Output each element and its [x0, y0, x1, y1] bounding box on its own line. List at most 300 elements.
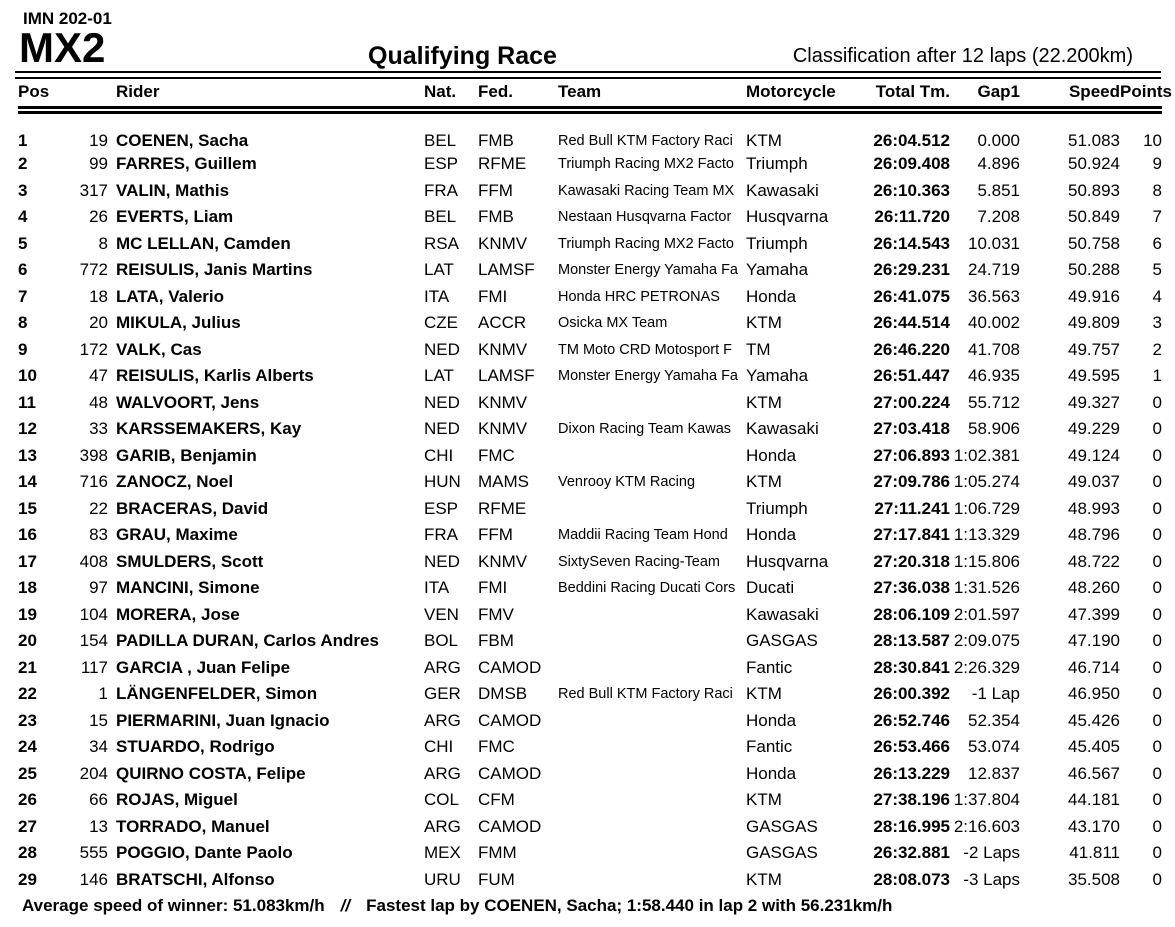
points-cell: 0: [1152, 763, 1162, 783]
gap-cell: 41.708: [968, 339, 1020, 359]
nationality-cell: ESP: [424, 154, 459, 174]
event-code: IMN 202-01: [23, 9, 112, 28]
team-cell: [558, 708, 746, 735]
points-cell: 5: [1152, 260, 1162, 280]
col-header-nat: Nat.: [424, 78, 478, 110]
team-cell: Nestaan Husqvarna Factor: [558, 209, 732, 226]
pos-cell: 24: [18, 737, 37, 757]
classification-table: [18, 78, 1172, 893]
federation-cell: KNMV: [478, 392, 528, 412]
pos-cell: 15: [18, 498, 37, 518]
gap-cell: 1:15.806: [953, 551, 1020, 571]
rider-name-cell: QUIRNO COSTA, Felipe: [116, 763, 306, 783]
total-time-cell: 26:09.408: [873, 154, 950, 174]
rider-name-cell: MC LELLAN, Camden: [116, 233, 291, 253]
federation-cell: FMM: [478, 843, 517, 863]
speed-cell: 48.796: [1068, 525, 1120, 545]
speed-cell: 49.037: [1068, 472, 1120, 492]
nationality-cell: GER: [424, 684, 461, 704]
nationality-cell: ARG: [424, 657, 461, 677]
gap-cell: 1:02.381: [953, 445, 1020, 465]
nationality-cell: ARG: [424, 816, 461, 836]
col-header-points: Points: [1120, 78, 1162, 110]
speed-cell: 49.595: [1068, 366, 1120, 386]
col-header-rider: Rider: [58, 78, 424, 110]
team-cell: SixtySeven Racing-Team: [558, 553, 720, 570]
federation-cell: KNMV: [478, 551, 528, 571]
points-cell: 4: [1152, 286, 1162, 306]
federation-cell: FFM: [478, 525, 513, 545]
total-time-cell: 27:11.241: [874, 498, 950, 518]
pos-cell: 1: [18, 131, 28, 150]
motorcycle-cell: Honda: [746, 763, 797, 783]
pos-cell: 4: [18, 207, 28, 227]
nationality-cell: NED: [424, 419, 460, 439]
team-cell: Beddini Racing Ducati Cors: [558, 580, 736, 597]
nationality-cell: NED: [424, 339, 460, 359]
table-row: [18, 151, 1162, 178]
nationality-cell: RSA: [424, 233, 459, 253]
rider-name-cell: REISULIS, Karlis Alberts: [116, 366, 314, 386]
nationality-cell: CZE: [424, 313, 458, 333]
col-header-team: Team: [558, 78, 746, 110]
speed-cell: 48.722: [1068, 551, 1120, 571]
federation-cell: FMC: [478, 445, 515, 465]
points-cell: 0: [1152, 869, 1162, 889]
team-cell: Kawasaki Racing Team MX: [558, 182, 735, 199]
federation-cell: ACCR: [478, 313, 527, 333]
table-row: [18, 204, 1162, 231]
rider-name-cell: ZANOCZ, Noel: [116, 472, 234, 492]
speed-cell: 47.399: [1068, 604, 1120, 624]
rider-number-cell: 117: [80, 657, 108, 677]
team-cell: Osicka MX Team: [558, 315, 668, 332]
table-body: [18, 110, 1162, 893]
rider-number-cell: 48: [89, 392, 108, 412]
table-row: [18, 390, 1162, 417]
total-time-cell: 27:03.418: [873, 419, 950, 439]
federation-cell: CAMOD: [478, 763, 542, 783]
motorcycle-cell: Fantic: [746, 657, 793, 677]
team-cell: [558, 628, 746, 655]
rider-name-cell: PIERMARINI, Juan Ignacio: [116, 710, 330, 730]
total-time-cell: 27:36.038: [873, 578, 950, 598]
rider-number-cell: 26: [89, 207, 108, 227]
rider-name-cell: ROJAS, Miguel: [116, 790, 238, 810]
points-cell: 0: [1152, 604, 1162, 624]
gap-cell: 12.837: [968, 763, 1020, 783]
federation-cell: RFME: [478, 154, 527, 174]
motorcycle-cell: Honda: [746, 445, 797, 465]
rider-number-cell: 146: [79, 869, 108, 889]
total-time-cell: 26:41.075: [873, 286, 950, 306]
table-row: [18, 549, 1162, 576]
gap-cell: 36.563: [968, 286, 1020, 306]
table-row: [18, 284, 1162, 311]
motorcycle-cell: Triumph: [746, 154, 808, 174]
speed-cell: 49.809: [1068, 313, 1120, 333]
points-cell: 0: [1152, 657, 1162, 677]
federation-cell: CAMOD: [478, 816, 542, 836]
motorcycle-cell: Ducati: [746, 578, 795, 598]
pos-cell: 10: [18, 366, 37, 386]
points-cell: 0: [1152, 472, 1162, 492]
federation-cell: LAMSF: [478, 260, 535, 280]
gap-cell: 1:05.274: [953, 472, 1020, 492]
nationality-cell: NED: [424, 392, 460, 412]
rider-name-cell: LATA, Valerio: [116, 286, 225, 306]
gap-cell: 1:06.729: [953, 498, 1020, 518]
federation-cell: KNMV: [478, 419, 528, 439]
average-speed-text: Average speed of winner: 51.083km/h: [22, 896, 325, 915]
table-row: [18, 469, 1162, 496]
motorcycle-cell: Kawasaki: [746, 180, 819, 200]
rider-name-cell: BRACERAS, David: [116, 498, 269, 518]
pos-cell: 23: [18, 710, 37, 730]
speed-cell: 50.893: [1068, 180, 1120, 200]
speed-cell: 46.567: [1068, 763, 1120, 783]
team-cell: Monster Energy Yamaha Fa: [558, 368, 738, 385]
team-cell: [558, 655, 746, 682]
team-cell: [558, 443, 746, 470]
points-cell: 1: [1152, 366, 1162, 386]
nationality-cell: ESP: [424, 498, 459, 518]
total-time-cell: 26:46.220: [873, 339, 950, 359]
nationality-cell: VEN: [424, 604, 459, 624]
table-row: [18, 310, 1162, 337]
gap-cell: 1:13.329: [953, 525, 1020, 545]
table-row: [18, 814, 1162, 841]
table-row: [18, 443, 1162, 470]
motorcycle-cell: Honda: [746, 710, 797, 730]
team-cell: Red Bull KTM Factory Raci: [558, 133, 733, 149]
total-time-cell: 26:32.881: [873, 843, 950, 863]
table-header-row: [18, 78, 1172, 110]
speed-cell: 50.849: [1068, 207, 1120, 227]
team-cell: [558, 761, 746, 788]
table-row: [18, 602, 1162, 629]
total-time-cell: 27:00.224: [873, 392, 950, 412]
gap-cell: 40.002: [968, 313, 1020, 333]
total-time-cell: 26:52.746: [873, 710, 950, 730]
points-cell: 0: [1152, 684, 1162, 704]
total-time-cell: 28:30.841: [873, 657, 950, 677]
rider-name-cell: COENEN, Sacha: [116, 131, 249, 150]
motorcycle-cell: KTM: [746, 313, 782, 333]
col-header-pos: Pos: [18, 78, 58, 110]
motorcycle-cell: Yamaha: [746, 260, 809, 280]
total-time-cell: 27:09.786: [873, 472, 950, 492]
speed-cell: 50.924: [1068, 154, 1120, 174]
speed-cell: 50.288: [1068, 260, 1120, 280]
points-cell: 0: [1152, 551, 1162, 571]
rider-number-cell: 154: [79, 631, 108, 651]
rider-number-cell: 33: [89, 419, 108, 439]
rider-name-cell: MIKULA, Julius: [116, 313, 241, 333]
table-row: [18, 337, 1162, 364]
motorcycle-cell: TM: [746, 339, 771, 359]
points-cell: 6: [1152, 233, 1162, 253]
total-time-cell: 26:14.543: [873, 233, 950, 253]
gap-cell: 24.719: [968, 260, 1020, 280]
speed-cell: 49.229: [1068, 419, 1120, 439]
gap-cell: 2:01.597: [953, 604, 1020, 624]
table-row: [18, 257, 1162, 284]
motorcycle-cell: Honda: [746, 286, 797, 306]
pos-cell: 6: [18, 260, 28, 280]
rider-name-cell: GARCIA , Juan Felipe: [116, 657, 291, 677]
nationality-cell: ARG: [424, 763, 461, 783]
table-row: [18, 867, 1162, 894]
total-time-cell: 26:51.447: [873, 366, 950, 386]
table-row: [18, 110, 1162, 151]
pos-cell: 9: [18, 339, 28, 359]
rider-number-cell: 772: [79, 260, 108, 280]
rider-name-cell: MANCINI, Simone: [116, 578, 260, 598]
points-cell: 9: [1152, 154, 1162, 174]
gap-cell: 46.935: [968, 366, 1020, 386]
team-cell: Red Bull KTM Factory Raci: [558, 686, 733, 703]
federation-cell: FMV: [478, 604, 514, 624]
team-cell: [558, 496, 746, 523]
total-time-cell: 28:16.995: [873, 816, 950, 836]
motorcycle-cell: KTM: [746, 131, 782, 150]
rider-number-cell: 15: [89, 710, 108, 730]
pos-cell: 19: [18, 604, 37, 624]
total-time-cell: 26:53.466: [873, 737, 950, 757]
team-cell: TM Moto CRD Motosport F: [558, 341, 733, 358]
table-row: [18, 231, 1162, 258]
gap-cell: -3 Laps: [963, 869, 1020, 889]
nationality-cell: COL: [424, 790, 459, 810]
table-row: [18, 496, 1162, 523]
class-title: MX2: [19, 24, 106, 71]
rider-name-cell: SMULDERS, Scott: [116, 551, 264, 571]
rider-name-cell: TORRADO, Manuel: [116, 816, 270, 836]
total-time-cell: 26:44.514: [873, 313, 950, 333]
table-row: [18, 655, 1162, 682]
nationality-cell: MEX: [424, 843, 461, 863]
gap-cell: 55.712: [968, 392, 1020, 412]
footer-summary: [22, 896, 892, 916]
motorcycle-cell: GASGAS: [746, 816, 818, 836]
rider-name-cell: PADILLA DURAN, Carlos Andres: [116, 631, 379, 651]
pos-cell: 29: [18, 869, 37, 889]
total-time-cell: 27:38.196: [873, 790, 950, 810]
team-cell: Triumph Racing MX2 Facto: [558, 156, 734, 173]
rider-number-cell: 317: [79, 180, 108, 200]
pos-cell: 11: [18, 392, 36, 412]
nationality-cell: NED: [424, 551, 460, 571]
rider-number-cell: 1: [98, 684, 108, 704]
motorcycle-cell: Honda: [746, 525, 797, 545]
gap-cell: 7.208: [977, 207, 1020, 227]
federation-cell: CAMOD: [478, 657, 542, 677]
points-cell: 0: [1152, 525, 1162, 545]
nationality-cell: HUN: [424, 472, 461, 492]
total-time-cell: 28:13.587: [873, 631, 950, 651]
team-cell: [558, 602, 746, 629]
motorcycle-cell: Kawasaki: [746, 604, 819, 624]
table-row: [18, 416, 1162, 443]
motorcycle-cell: Fantic: [746, 737, 793, 757]
team-cell: Monster Energy Yamaha Fa: [558, 262, 738, 279]
speed-cell: 46.950: [1068, 684, 1120, 704]
rider-name-cell: STUARDO, Rodrigo: [116, 737, 275, 757]
pos-cell: 26: [18, 790, 37, 810]
points-cell: 0: [1152, 710, 1162, 730]
points-cell: 0: [1152, 445, 1162, 465]
gap-cell: -1 Lap: [971, 684, 1020, 704]
federation-cell: KNMV: [478, 233, 528, 253]
motorcycle-cell: Husqvarna: [746, 207, 829, 227]
team-cell: Triumph Racing MX2 Facto: [558, 235, 734, 252]
col-header-fed: Fed.: [478, 78, 558, 110]
speed-cell: 48.993: [1068, 498, 1120, 518]
pos-cell: 20: [18, 631, 37, 651]
federation-cell: MAMS: [478, 472, 529, 492]
rider-name-cell: VALK, Cas: [116, 339, 202, 359]
rider-name-cell: GARIB, Benjamin: [116, 445, 257, 465]
federation-cell: LAMSF: [478, 366, 535, 386]
total-time-cell: 26:13.229: [873, 763, 950, 783]
team-cell: [558, 787, 746, 814]
speed-cell: 50.758: [1068, 233, 1120, 253]
points-cell: 7: [1152, 207, 1162, 227]
table-row: [18, 708, 1162, 735]
gap-cell: 53.074: [968, 737, 1020, 757]
federation-cell: KNMV: [478, 339, 528, 359]
table-row: [18, 363, 1162, 390]
points-cell: 10: [1143, 131, 1162, 150]
motorcycle-cell: KTM: [746, 472, 782, 492]
total-time-cell: 27:17.841: [873, 525, 950, 545]
col-header-motorcycle: Motorcycle: [746, 78, 846, 110]
federation-cell: FMB: [478, 207, 514, 227]
total-time-cell: 26:04.512: [873, 131, 950, 150]
speed-cell: 49.757: [1068, 339, 1120, 359]
federation-cell: FFM: [478, 180, 513, 200]
nationality-cell: FRA: [424, 525, 458, 545]
gap-cell: -2 Laps: [963, 843, 1020, 863]
speed-cell: 46.714: [1068, 657, 1120, 677]
team-cell: [558, 734, 746, 761]
motorcycle-cell: Triumph: [746, 233, 808, 253]
total-time-cell: 26:00.392: [873, 684, 950, 704]
gap-cell: 58.906: [968, 419, 1020, 439]
pos-cell: 3: [18, 180, 28, 200]
points-cell: 0: [1152, 790, 1162, 810]
table-row: [18, 178, 1162, 205]
federation-cell: RFME: [478, 498, 527, 518]
speed-cell: 49.327: [1068, 392, 1120, 412]
rider-number-cell: 104: [79, 604, 108, 624]
total-time-cell: 27:20.318: [873, 551, 950, 571]
rider-number-cell: 83: [89, 525, 108, 545]
gap-cell: 4.896: [977, 154, 1020, 174]
rider-name-cell: WALVOORT, Jens: [116, 392, 260, 412]
points-cell: 0: [1152, 419, 1162, 439]
points-cell: 3: [1152, 313, 1162, 333]
points-cell: 0: [1152, 737, 1162, 757]
table-row: [18, 761, 1162, 788]
team-cell: Honda HRC PETRONAS: [558, 288, 720, 305]
rider-name-cell: VALIN, Mathis: [116, 180, 230, 200]
rider-name-cell: MORERA, Jose: [116, 604, 240, 624]
total-time-cell: 27:06.893: [873, 445, 950, 465]
rider-name-cell: EVERTS, Liam: [116, 207, 234, 227]
federation-cell: DMSB: [478, 684, 528, 704]
rider-number-cell: 97: [89, 578, 108, 598]
pos-cell: 17: [18, 551, 37, 571]
nationality-cell: ITA: [424, 578, 450, 598]
nationality-cell: BEL: [424, 131, 457, 150]
team-cell: [558, 814, 746, 841]
speed-cell: 49.124: [1068, 445, 1120, 465]
speed-cell: 45.405: [1068, 737, 1120, 757]
rider-number-cell: 398: [79, 445, 108, 465]
pos-cell: 8: [18, 313, 28, 333]
rider-number-cell: 716: [79, 472, 108, 492]
nationality-cell: CHI: [424, 445, 454, 465]
federation-cell: FMI: [478, 578, 508, 598]
pos-cell: 2: [18, 154, 28, 174]
federation-cell: FMI: [478, 286, 508, 306]
pos-cell: 12: [18, 419, 37, 439]
nationality-cell: ITA: [424, 286, 450, 306]
rider-name-cell: GRAU, Maxime: [116, 525, 238, 545]
motorcycle-cell: KTM: [746, 869, 782, 889]
speed-cell: 43.170: [1068, 816, 1120, 836]
table-row: [18, 734, 1162, 761]
speed-cell: 49.916: [1068, 286, 1120, 306]
col-header-speed: Speed: [1020, 78, 1120, 110]
motorcycle-cell: KTM: [746, 684, 782, 704]
gap-cell: 1:37.804: [953, 790, 1020, 810]
rider-name-cell: REISULIS, Janis Martins: [116, 260, 313, 280]
gap-cell: 52.354: [968, 710, 1020, 730]
points-cell: 0: [1152, 392, 1162, 412]
gap-cell: 5.851: [977, 180, 1020, 200]
table-row: [18, 840, 1162, 867]
federation-cell: FMC: [478, 737, 515, 757]
table-row: [18, 575, 1162, 602]
classification-subtitle: Classification after 12 laps (22.200km): [792, 45, 1133, 67]
team-cell: [558, 867, 746, 894]
race-title: Qualifying Race: [368, 42, 557, 70]
rider-number-cell: 66: [89, 790, 108, 810]
total-time-cell: 28:08.073: [873, 869, 950, 889]
motorcycle-cell: GASGAS: [746, 843, 818, 863]
federation-cell: FBM: [478, 631, 514, 651]
pos-cell: 25: [18, 763, 37, 783]
speed-cell: 47.190: [1068, 631, 1120, 651]
team-cell: Venrooy KTM Racing: [558, 474, 696, 491]
rider-number-cell: 19: [89, 131, 108, 150]
rider-name-cell: FARRES, Guillem: [116, 154, 257, 174]
nationality-cell: FRA: [424, 180, 458, 200]
team-cell: [558, 840, 746, 867]
rider-number-cell: 47: [89, 366, 108, 386]
rider-number-cell: 204: [79, 763, 108, 783]
rider-name-cell: POGGIO, Dante Paolo: [116, 843, 293, 863]
nationality-cell: BEL: [424, 207, 457, 227]
motorcycle-cell: Husqvarna: [746, 551, 829, 571]
federation-cell: FMB: [478, 131, 514, 150]
motorcycle-cell: Kawasaki: [746, 419, 819, 439]
rider-number-cell: 34: [89, 737, 108, 757]
pos-cell: 14: [18, 472, 37, 492]
